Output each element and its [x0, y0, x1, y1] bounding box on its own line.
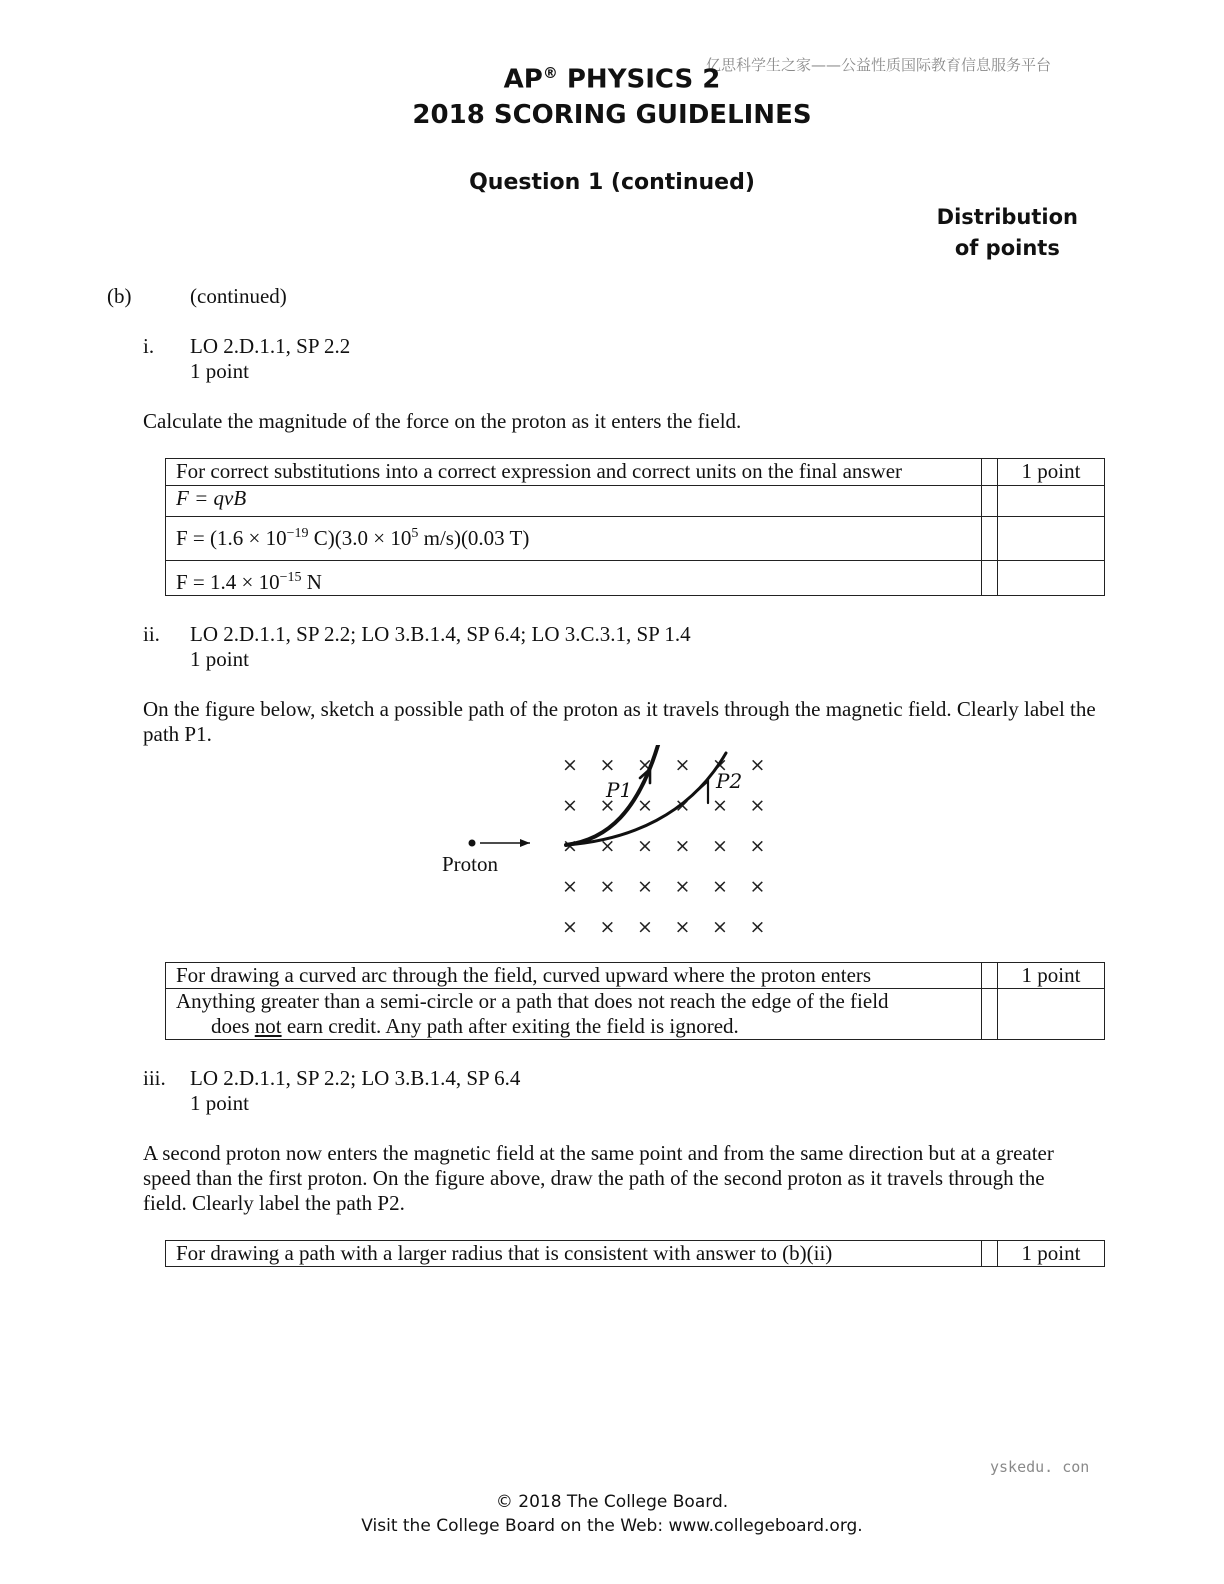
equation-cell: $F = 1.4 \times 10^{-15}$ N	[166, 561, 982, 596]
part-iii-prompt-line3: field. Clearly label the path P2.	[143, 1191, 405, 1215]
criterion-cell: For drawing a curved arc through the field, curved upward where the proton enters	[166, 963, 982, 989]
proton-label: Proton	[442, 852, 499, 876]
field-x-mark: ×	[599, 754, 616, 776]
page-subtitle: 2018 SCORING GUIDELINES	[412, 100, 812, 130]
footer-link: Visit the College Board on the Web: www.collegeboard.org.	[361, 1516, 863, 1536]
p1-label: P1	[606, 778, 633, 802]
field-x-mark: ×	[674, 916, 691, 938]
criterion-cell: For drawing a path with a larger radius that is consistent with answer to (b)(ii)	[166, 1241, 982, 1267]
page-title: AP® PHYSICS 2	[503, 64, 721, 95]
field-x-mark: ×	[599, 835, 616, 857]
field-x-mark: ×	[712, 875, 728, 898]
field-x-mark: ×	[712, 916, 728, 938]
field-x-mark: ×	[674, 875, 691, 898]
watermark-top: 亿思科学生之家——公益性质国际教育信息服务平台	[706, 56, 1052, 74]
field-x-mark: ×	[562, 835, 578, 857]
field-x-mark: ×	[599, 916, 616, 938]
table-row	[166, 963, 1105, 989]
field-x-mark: ×	[712, 835, 728, 857]
part-iii-number: iii.	[143, 1066, 166, 1090]
part-i-prompt: Calculate the magnitude of the force on the proton as it enters the field.	[143, 409, 742, 433]
field-x-mark: ×	[637, 916, 653, 938]
note-cell: Anything greater than a semi-circle or a path that does not reach the edge of the field does not earn credit. Any path after exiting the field is ignored.	[166, 989, 982, 1040]
watermark-bottom: yskedu. con	[990, 1458, 1090, 1476]
points-cell: 1 point	[998, 1241, 1105, 1267]
field-x-mark: ×	[749, 875, 766, 898]
p2-label: P2	[716, 769, 743, 793]
field-x-mark: ×	[637, 875, 653, 898]
field-x-mark: ×	[674, 835, 691, 857]
field-x-mark: ×	[749, 794, 766, 817]
equation-cell: $F = (1.6 \times 10^{-19}$ $C)(3.0 \times 10^5$ m/s)(0.03 T)	[166, 517, 982, 561]
part-iii-points: 1 point	[190, 1091, 249, 1115]
proton-dot	[469, 840, 476, 847]
part-ii-points: 1 point	[190, 647, 249, 671]
table-row	[166, 486, 1105, 517]
table-row	[166, 561, 1105, 596]
field-x-mark: ×	[637, 754, 653, 776]
part-i-points: 1 point	[190, 359, 249, 383]
part-iii-scoring-table	[165, 1240, 1105, 1267]
points-cell: 1 point	[998, 963, 1105, 989]
part-ii-prompt: On the figure below, sketch a possible path of the proton as it travels through the magnetic field. Clearly label the path P1.	[143, 697, 1096, 746]
field-x-mark: ×	[562, 916, 578, 938]
part-ii-scoring-table	[165, 962, 1105, 1040]
field-x-mark: ×	[674, 794, 691, 817]
question-title: Question 1 (continued)	[469, 170, 755, 195]
part-ii-lo: LO 2.D.1.1, SP 2.2; LO 3.B.1.4, SP 6.4; LO 3.C.3.1, SP 1.4	[190, 622, 691, 646]
distribution-heading: Distribution of points	[936, 205, 1078, 260]
field-x-mark: ×	[637, 794, 653, 817]
table-row	[166, 989, 1105, 1040]
table-row	[166, 517, 1105, 561]
field-x-mark: ×	[712, 754, 728, 776]
part-iii-lo: LO 2.D.1.1, SP 2.2; LO 3.B.1.4, SP 6.4	[190, 1066, 521, 1090]
field-x-mark: ×	[599, 875, 616, 898]
field-x-mark: ×	[749, 916, 766, 938]
part-i-scoring-table	[165, 458, 1105, 596]
part-i-lo: LO 2.D.1.1, SP 2.2	[190, 334, 351, 358]
part-ii-number: ii.	[143, 622, 160, 646]
field-x-mark: ×	[637, 835, 653, 857]
points-cell: 1 point	[998, 459, 1105, 486]
footer-copyright: © 2018 The College Board.	[495, 1492, 729, 1512]
field-x-mark: ×	[562, 754, 578, 776]
field-x-mark: ×	[674, 754, 691, 776]
field-x-mark: ×	[749, 754, 766, 776]
field-x-mark: ×	[712, 794, 728, 817]
part-b-label: (b)	[107, 284, 132, 308]
field-x-mark: ×	[562, 794, 578, 817]
p2-arrow-icon	[698, 781, 708, 803]
table-row	[166, 459, 1105, 486]
part-iii-prompt-line2: speed than the first proton. On the figure above, draw the path of the second proton as it travels through the	[143, 1166, 1045, 1190]
part-iii-prompt-line1: A second proton now enters the magnetic field at the same point and from the same direction but at a greater	[143, 1141, 1054, 1165]
table-row	[166, 1241, 1105, 1267]
criterion-cell: For correct substitutions into a correct expression and correct units on the final answer	[166, 459, 982, 486]
proton-arrowhead-icon	[520, 839, 530, 847]
part-b-note: (continued)	[190, 284, 287, 308]
field-x-mark: ×	[599, 794, 616, 817]
equation-cell: F = qvB	[166, 486, 982, 517]
part-i-number: i.	[143, 334, 155, 358]
field-x-mark: ×	[562, 875, 578, 898]
magnetic-field-figure	[430, 745, 800, 945]
field-x-mark: ×	[749, 835, 766, 857]
